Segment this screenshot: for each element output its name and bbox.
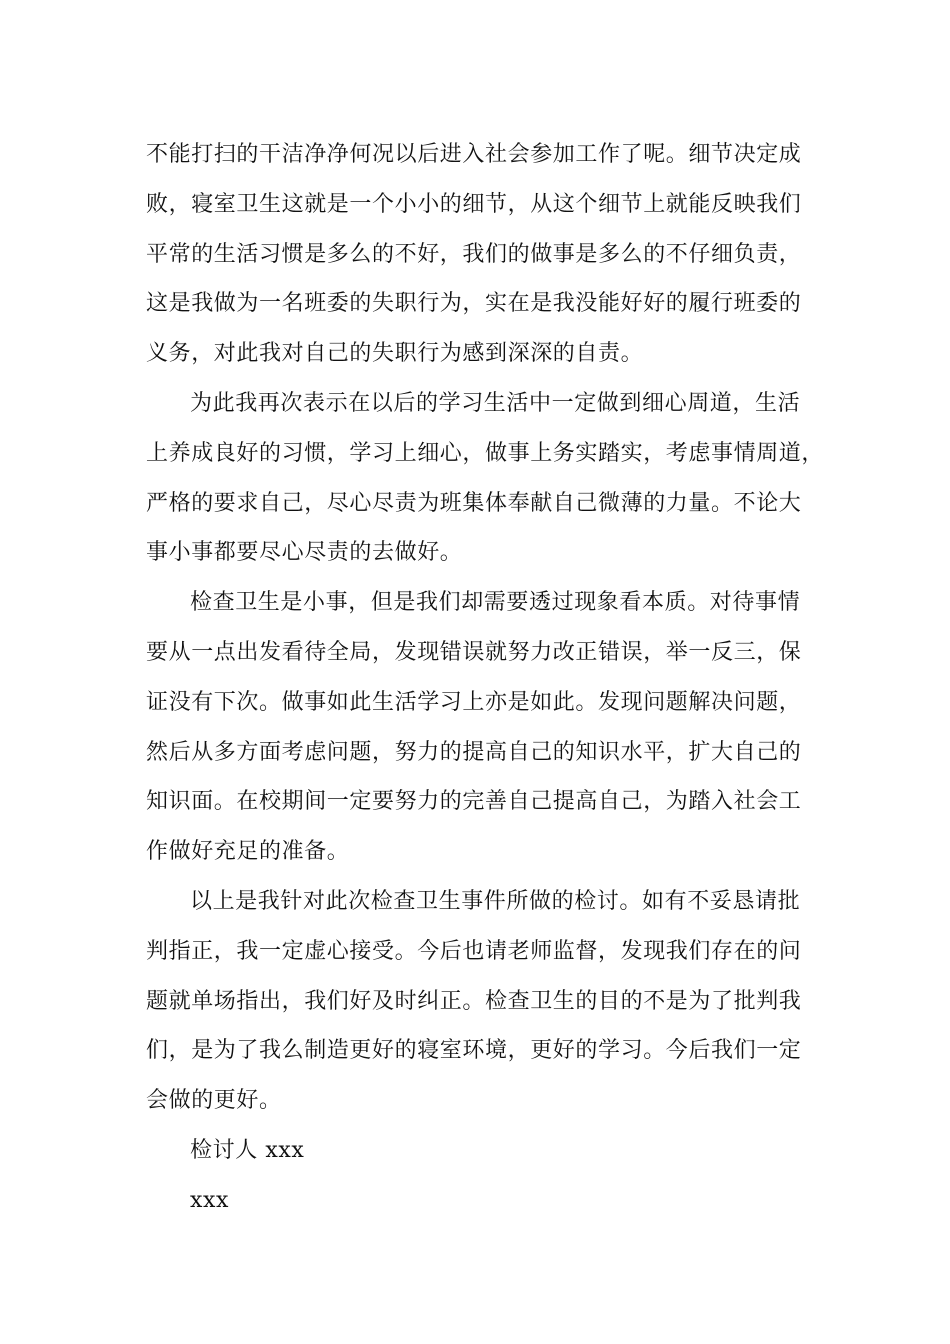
text-line: 不能打扫的干洁净净何况以后进入社会参加工作了呢。细节决定成 bbox=[146, 142, 802, 167]
text-line: 们，是为了我么制造更好的寝室环境，更好的学习。今后我们一定 bbox=[146, 1038, 802, 1064]
text-line: 然后从多方面考虑问题，努力的提高自己的知识水平，扩大自己的 bbox=[146, 739, 802, 765]
signature-block bbox=[146, 1126, 821, 1226]
text-line: 为此我再次表示在以后的学习生活中一定做到细心周道，生活 bbox=[190, 390, 801, 416]
text-line: 检查卫生是小事，但是我们却需要透过现象看本质。对待事情 bbox=[190, 590, 801, 616]
text-line: 要从一点出发看待全局，发现错误就努力改正错误，举一反三，保 bbox=[146, 639, 802, 665]
text-line: 以上是我针对此次检查卫生事件所做的检讨。如有不妥恳请批 bbox=[190, 888, 801, 914]
text-line: 事小事都要尽心尽责的去做好。 bbox=[146, 540, 463, 566]
paragraph-1 bbox=[146, 130, 821, 379]
text-line: 平常的生活习惯是多么的不好，我们的做事是多么的不仔细负责， bbox=[146, 241, 802, 267]
text-line: 败，寝室卫生这就是一个小小的细节，从这个细节上就能反映我们 bbox=[146, 191, 802, 217]
text-line: 上养成良好的习惯，学习上细心，做事上务实踏实，考虑事情周道， bbox=[146, 440, 825, 466]
document-body bbox=[146, 130, 825, 1226]
text-line: 严格的要求自己，尽心尽责为班集体奉献自己微薄的力量。不论大 bbox=[146, 490, 802, 516]
signature-name: xxx bbox=[190, 1187, 230, 1213]
paragraph-3 bbox=[146, 578, 821, 877]
text-line: 证没有下次。做事如此生活学习上亦是如此。发现问题解决问题， bbox=[146, 689, 802, 715]
text-line: 作做好充足的准备。 bbox=[146, 839, 350, 865]
text-line: 知识面。在校期间一定要努力的完善自己提高自己，为踏入社会工 bbox=[146, 789, 802, 815]
text-line: 这是我做为一名班委的失职行为，实在是我没能好好的履行班委的 bbox=[146, 291, 802, 317]
text-line: 题就单场指出，我们好及时纠正。检查卫生的目的不是为了批判我 bbox=[146, 988, 802, 1014]
text-line: 义务，对此我对自己的失职行为感到深深的自责。 bbox=[146, 341, 644, 367]
paragraph-4 bbox=[146, 877, 821, 1126]
paragraph-2 bbox=[146, 379, 825, 578]
signature-label: 检讨人 xxx bbox=[190, 1137, 305, 1163]
text-line: 判指正，我一定虚心接受。今后也请老师监督，发现我们存在的问 bbox=[146, 938, 802, 964]
text-line: 会做的更好。 bbox=[146, 1088, 282, 1114]
